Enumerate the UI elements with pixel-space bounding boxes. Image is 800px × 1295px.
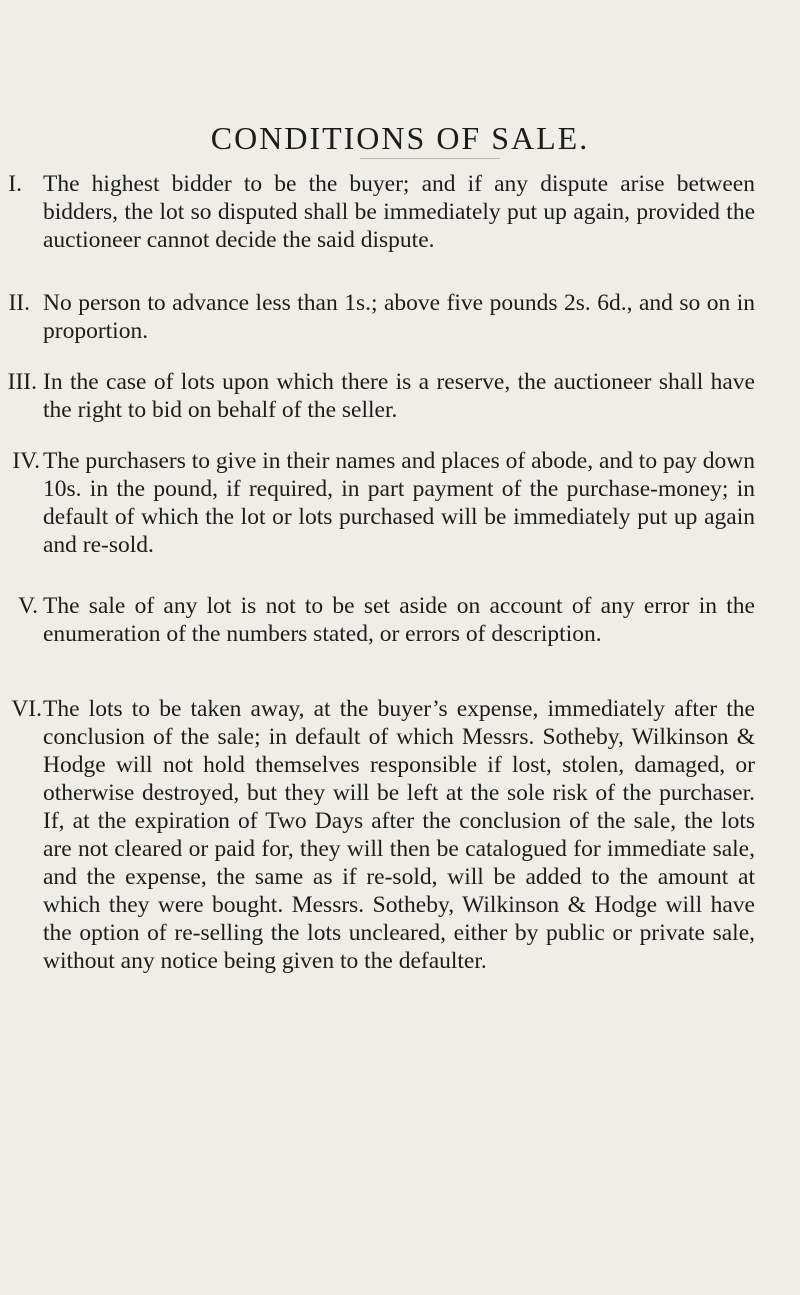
condition-text: The sale of any lot is not to be set aside on account of any error in the enumeration of the numbers stated, or errors of description.: [43, 593, 755, 647]
condition-number: III.: [7, 369, 37, 395]
condition-text: The highest bidder to be the buyer; and if any dispute arise between bidders, the lot so disputed shall be immediately put up again, provided the auctioneer cannot decide the said dispute.: [43, 171, 755, 253]
condition-number: V.: [18, 593, 38, 619]
condition-number: VI.: [11, 696, 42, 722]
condition-text: No person to advance less than 1s.; above five pounds 2s. 6d., and so on in proportion.: [43, 290, 755, 344]
page-title: CONDITIONS OF SALE.: [210, 120, 590, 156]
condition-number: IV.: [12, 448, 40, 474]
title-rule: [360, 158, 500, 159]
condition-text: The purchasers to give in their names and places of abode, and to pay down 10s. in the pound, if required, in part payment of the purchase-money; in default of which the lot or lots purchased will be immediately put up again and re-sold.: [43, 448, 755, 558]
condition-number: I.: [8, 171, 22, 197]
condition-number: II.: [8, 290, 30, 316]
condition-text: In the case of lots upon which there is a reserve, the auctioneer shall have the right to bid on behalf of the seller.: [43, 369, 755, 423]
condition-text: The lots to be taken away, at the buyer’s expense, immediately after the conclusion of the sale; in default of which Messrs. Sotheby, Wilkinson & Hodge will not hold themselves responsible if lost, stolen, damaged, or otherwise destroyed, but they will be left at the sole risk of the purchaser. If, at the expiration of Two Days after the conclusion of the sale, the lots are not cleared or paid for, they will then be catalogued for immediate sale, and the expense, the same as if re-sold, will be added to the amount at which they were bought. Messrs. Sotheby, Wilkinson & Hodge will have the option of re-selling the lots uncleared, either by public or private sale, without any notice being given to the defaulter.: [43, 696, 755, 974]
